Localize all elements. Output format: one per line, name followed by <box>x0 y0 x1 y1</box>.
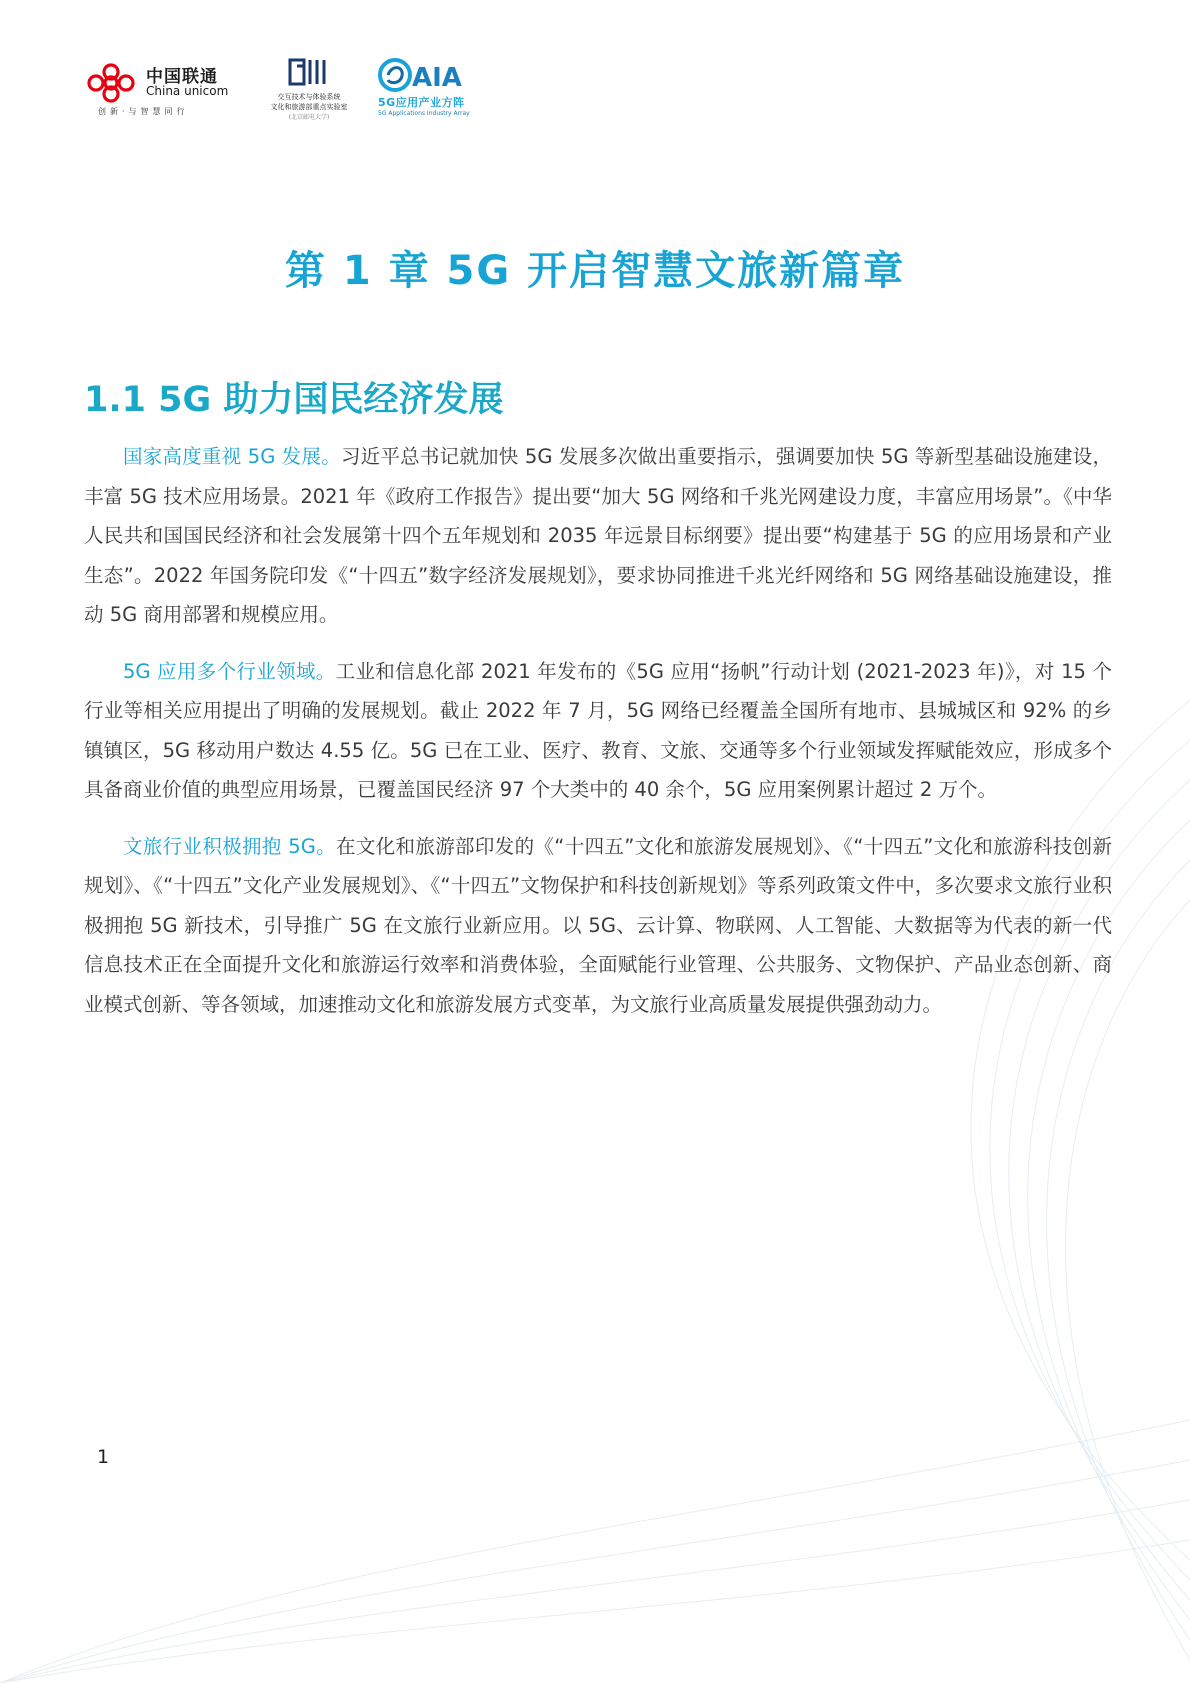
body-text <box>84 437 1112 1041</box>
china-unicom-name-en: China unicom <box>146 84 229 98</box>
paragraph-lead: 国家高度重视 5G 发展。 <box>123 445 341 468</box>
paragraph-lead: 文旅行业积极拥抱 5G。 <box>123 834 336 858</box>
aia-5g-swirl-icon <box>378 56 474 94</box>
aia-mark-text: AIA <box>412 63 462 93</box>
lab-name-line3: (北京邮电大学) <box>288 114 330 121</box>
paragraph <box>84 652 1112 810</box>
aia-logo <box>378 56 478 120</box>
china-unicom-knot-icon <box>84 62 138 104</box>
page-number: 1 <box>97 1446 110 1468</box>
paragraph-lead: 5G 应用多个行业领域。 <box>123 659 336 683</box>
paragraph-text: 工业和信息化部 2021 年发布的《5G 应用“扬帆”行动计划 (2021-2023 年)》，对 15 个行业等相关应用提出了明确的发展规划。截止 2022 年 7 月，5G 网络已经覆盖全国所有地市、县城城区和 92% 的乡镇镇区，5G 移动用户数达 4.55 亿。5G 已在工业、医疗、教育、文旅、交通等多个行业领域发挥赋能效应，形成多个具备商业价值的典型应用场景，已覆盖国民经济 97 个大类中的 40 余个，5G 应用案例累计超过 2 万个。 <box>84 659 1112 801</box>
paragraph-text: 在文化和旅游部印发的《“十四五”文化和旅游发展规划》、《“十四五”文化和旅游科技创新规划》、《“十四五”文化产业发展规划》、《“十四五”文物保护和科技创新规划》等系列政策文件中，多次要求文旅行业积极拥抱 5G 新技术，引导推广 5G 在文旅行业新应用。以 5G、云计算、物联网、人工智能、大数据等为代表的新一代信息技术正在全面提升文化和旅游运行效率和消费体验，全面赋能行业管理、公共服务、文物保护、产品业态创新、商业模式创新、等各领域，加速推动文化和旅游发展方式变革，为文旅行业高质量发展提供强劲动力。 <box>84 834 1112 1016</box>
china-unicom-name-cn: 中国联通 <box>146 67 218 87</box>
lab-logo <box>264 56 354 120</box>
lab-name-line1: 交互技术与体验系统 <box>277 93 341 101</box>
paragraph <box>84 827 1112 1025</box>
china-unicom-slogan: 创新·与智慧同行 <box>98 107 189 116</box>
lab-emblem-icon <box>286 56 326 88</box>
lab-name-line2: 文化和旅游部重点实验室 <box>270 103 348 111</box>
china-unicom-logo <box>84 56 234 120</box>
chapter-title: 第 1 章 5G 开启智慧文旅新篇章 <box>284 247 906 294</box>
aia-name-en: 5G Applications Industry Array <box>378 110 470 117</box>
paragraph <box>84 437 1112 635</box>
aia-name-cn: 5G应用产业方阵 <box>378 96 465 109</box>
paragraph-text: 习近平总书记就加快 5G 发展多次做出重要指示，强调要加快 5G 等新型基础设施建设，丰富 5G 技术应用场景。2021 年《政府工作报告》提出要“加大 5G 网络和千兆光网建设力度，丰富应用场景”。《中华人民共和国国民经济和社会发展第十四个五年规划和 2035 年远景目标纲要》提出要“构建基于 5G 的应用场景和产业生态”。2022 年国务院印发《“十四五”数字经济发展规划》，要求协同推进千兆光纤网络和 5G 网络基础设施建设，推动 5G 商用部署和规模应用。 <box>84 445 1112 626</box>
section-title: 1.1 5G 助力国民经济发展 <box>84 380 504 421</box>
